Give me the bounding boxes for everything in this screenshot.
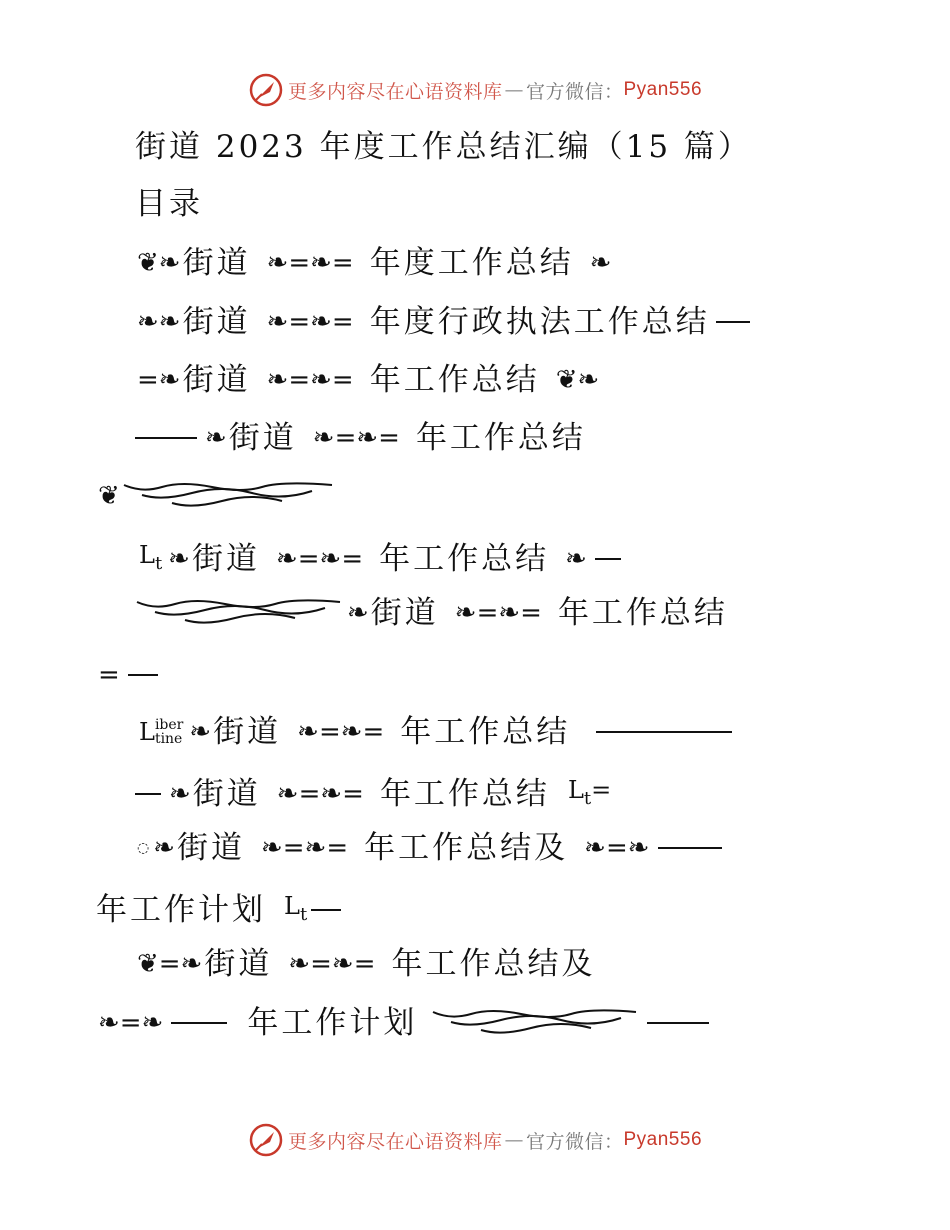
- lt-glyph: $L_t$: [139, 541, 163, 574]
- rule-divider: [135, 793, 161, 795]
- toc-entry-10: [96, 886, 347, 935]
- ornament-icon: ❧❧: [137, 307, 181, 337]
- toc-entry-4: [135, 418, 586, 458]
- entry-suffix: 年工作计划: [96, 892, 266, 929]
- rule-divider: [311, 909, 341, 911]
- ornament-icon: ❧=❧=: [276, 779, 364, 810]
- watermark-wechat-id: Pyan556: [623, 79, 703, 100]
- entry-suffix: 年工作总结: [379, 541, 550, 578]
- entry-suffix: 年工作总结: [379, 776, 550, 813]
- rule-divider: [596, 731, 732, 733]
- toc-entry-2: [135, 302, 756, 342]
- ornament-icon: ❧=❧=: [454, 598, 542, 628]
- ornament-icon: ❦❧: [137, 248, 181, 278]
- ornament-icon: ❧=❧=: [297, 717, 385, 747]
- watermark-wechat-id: Pyan556: [623, 1129, 703, 1150]
- ornament-icon: ❧: [347, 598, 369, 628]
- entry-suffix: 年度行政执法工作总结: [369, 304, 710, 340]
- toc-entry-8: [135, 770, 615, 819]
- toc-entry-3: [135, 360, 601, 400]
- wave-flourish-icon: [135, 596, 345, 630]
- watermark-separator: —: [504, 1129, 524, 1151]
- ornament-icon: ❧: [168, 544, 190, 575]
- watermark-header: [0, 72, 950, 108]
- entry-suffix: 年工作总结及: [364, 830, 569, 866]
- dotted-circle-icon: ◌: [137, 840, 150, 856]
- toc-entry-6: [135, 593, 728, 633]
- entry-suffix: 年工作总结及: [391, 946, 596, 982]
- watermark-text: 更多内容尽在心语资料库: [287, 1130, 503, 1153]
- entry-suffix: 年工作总结: [400, 714, 571, 750]
- ornament-icon: ❧=❧=: [266, 248, 354, 278]
- rule-divider: [658, 847, 722, 849]
- entry-prefix: 街道: [182, 245, 251, 281]
- entry-prefix: 街道: [177, 830, 246, 866]
- liber-glyph: L iber tine: [139, 717, 184, 747]
- rule-divider: [135, 437, 197, 439]
- entry-prefix: 街道: [182, 304, 251, 340]
- entry-prefix: 街道: [191, 541, 260, 578]
- toc-heading: [135, 184, 203, 224]
- entry-suffix: 年度工作总结: [369, 245, 574, 281]
- toc-entry-11: [135, 944, 596, 984]
- ornament-icon: ❧=❧=: [275, 544, 364, 575]
- ornament-icon: ❧=❧=: [266, 365, 354, 395]
- lt-glyph: $L_t=$: [567, 776, 612, 809]
- toc-entry-7: [135, 712, 738, 752]
- wave-flourish-icon: [122, 479, 337, 513]
- ornament-icon: ❧: [169, 779, 191, 810]
- document-title: [135, 127, 752, 167]
- entry-suffix: 年工作计划: [247, 1005, 418, 1041]
- toc-entry-9: [135, 828, 728, 868]
- ornament-icon: =❧: [137, 365, 181, 395]
- watermark-separator: —: [504, 79, 524, 101]
- ornament-icon: ❧=❧=: [288, 949, 376, 979]
- ornament-icon: =: [98, 660, 120, 690]
- ornament-icon: ❦: [98, 481, 120, 511]
- rule-divider: [595, 558, 621, 560]
- toc-entry-1: [135, 243, 614, 283]
- wave-flourish-icon: [431, 1006, 641, 1040]
- entry-suffix: 年工作总结: [369, 362, 540, 398]
- ornament-icon: ❦=❧: [137, 949, 203, 979]
- watermark-text: 更多内容尽在心语资料库: [287, 80, 503, 103]
- entry-suffix: 年工作总结: [415, 420, 586, 456]
- lt-glyph: $L_t$: [284, 892, 308, 925]
- rule-divider: [647, 1022, 709, 1024]
- quill-logo-icon: [248, 72, 284, 108]
- toc-entry-12: [96, 1003, 715, 1043]
- ornament-icon: ❧: [589, 248, 612, 278]
- ornament-icon: ❧=❧=: [266, 307, 354, 337]
- ornament-icon: ❧: [565, 544, 587, 575]
- entry-prefix: 街道: [228, 420, 297, 456]
- ornament-row: [96, 655, 164, 695]
- ornament-icon: ❧: [205, 423, 227, 453]
- toc-label: 目录: [135, 186, 203, 222]
- entry-prefix: 街道: [370, 595, 439, 631]
- watermark-footer: [0, 1122, 950, 1158]
- ornament-icon: ❦❧: [555, 365, 600, 395]
- entry-suffix: 年工作总结: [557, 595, 728, 631]
- toc-entry-5: [135, 535, 627, 584]
- quill-logo-icon: [248, 1122, 284, 1158]
- entry-prefix: 街道: [192, 776, 261, 813]
- watermark-wechat-label: 官方微信：: [525, 1130, 624, 1153]
- title-text: 街道 2023 年度工作总结汇编（15 篇）: [135, 129, 752, 165]
- ornament-icon: ❧=❧=: [261, 833, 349, 863]
- entry-prefix: 街道: [213, 714, 282, 750]
- entry-prefix: 街道: [182, 362, 251, 398]
- ornament-row: [96, 476, 337, 516]
- ornament-icon: ❧=❧=: [312, 423, 400, 453]
- entry-prefix: 街道: [204, 946, 273, 982]
- ornament-icon: ❧: [153, 833, 176, 863]
- ornament-icon: ❧=❧: [98, 1008, 164, 1038]
- rule-divider: [128, 674, 158, 676]
- rule-divider: [716, 321, 750, 323]
- ornament-icon: ❧=❧: [584, 833, 650, 863]
- watermark-wechat-label: 官方微信：: [525, 80, 624, 103]
- rule-divider: [171, 1022, 227, 1024]
- ornament-icon: ❧: [189, 717, 212, 747]
